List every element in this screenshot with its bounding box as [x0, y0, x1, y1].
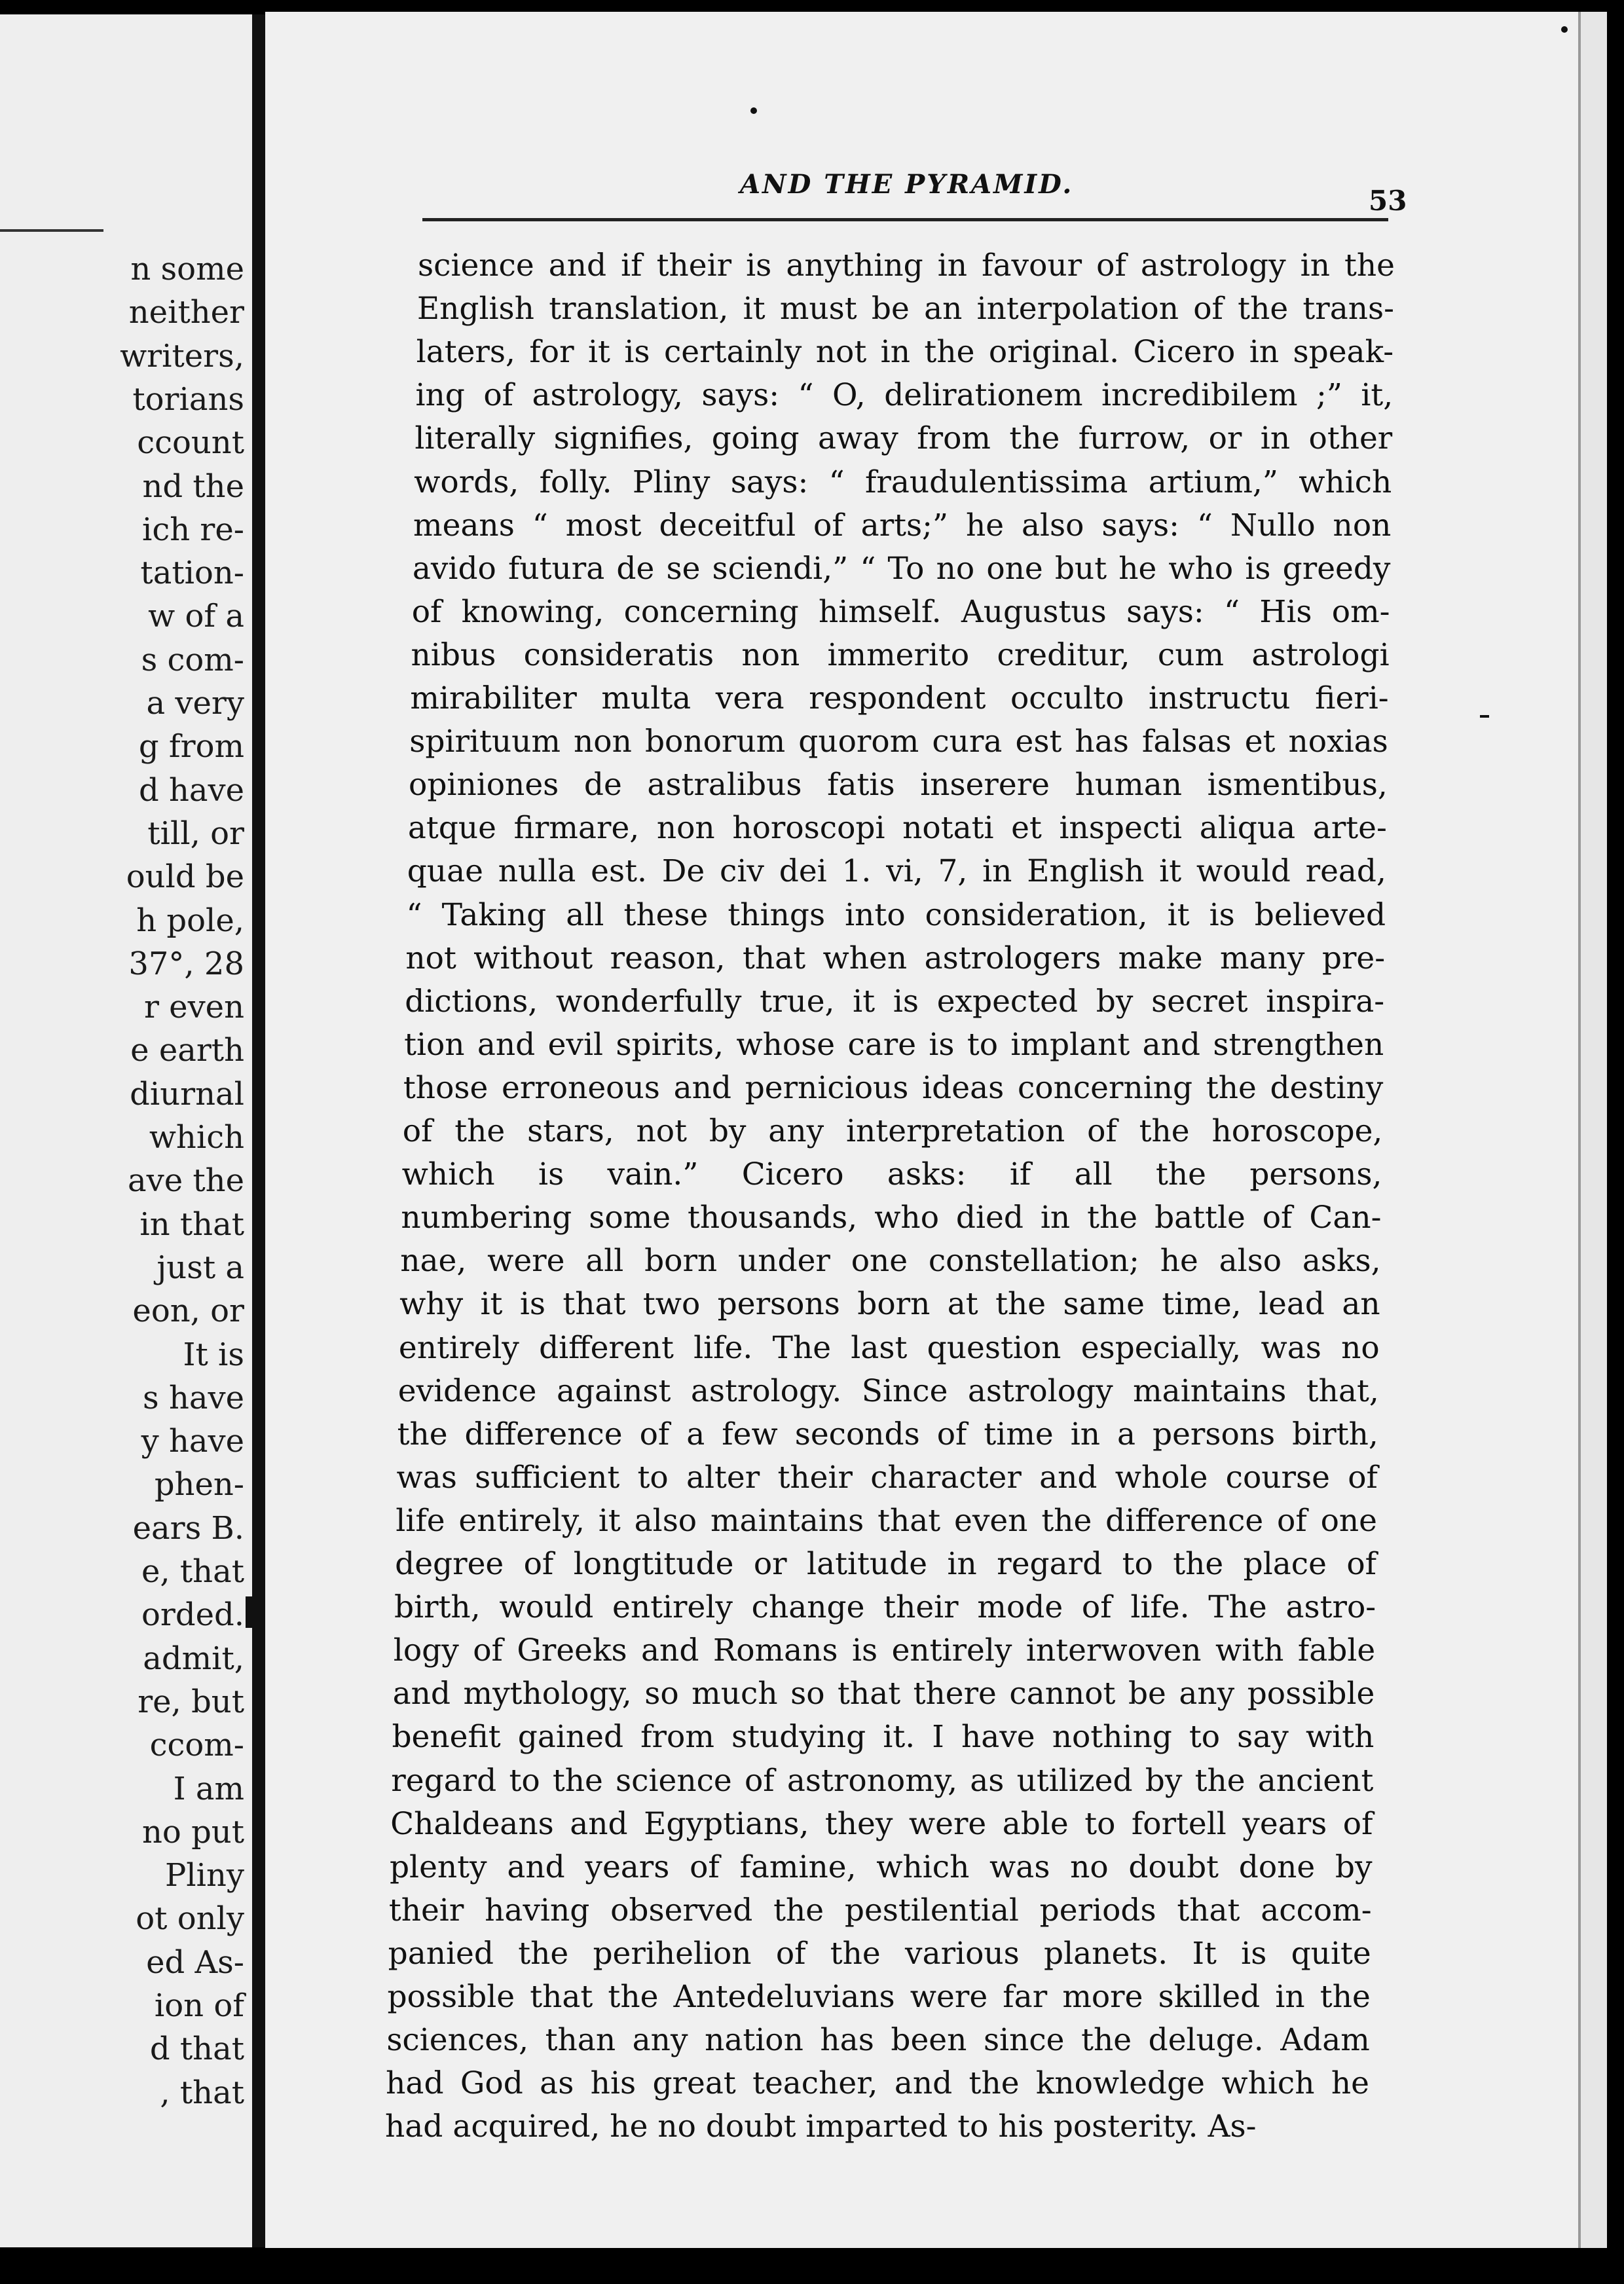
- left-page-line: torians: [132, 380, 244, 418]
- left-page-line: n some: [130, 251, 244, 287]
- left-page-line: which: [149, 1119, 244, 1156]
- left-page-line: ion of: [154, 1987, 244, 2024]
- body-line: means “ most deceitful of arts;” he also says: “ Nullo non: [413, 507, 1392, 543]
- body-line: entirely different life. The last question especially, was no: [398, 1329, 1380, 1366]
- left-page-line: a very: [146, 685, 244, 722]
- body-line: opiniones de astralibus fatis inserere human ismentibus,: [409, 767, 1388, 803]
- left-page-line: I am: [173, 1770, 244, 1807]
- body-line: plenty and years of famine, which was no doubt done by: [389, 1849, 1373, 1885]
- body-line: and mythology, so much so that there cannot be any possible: [392, 1676, 1375, 1712]
- left-page-line: w of a: [148, 598, 244, 635]
- page-number: 53: [1369, 185, 1407, 217]
- left-page-line: ears B.: [132, 1509, 244, 1547]
- left-page-line: , that: [160, 2074, 244, 2111]
- left-page-line: ccount: [137, 424, 244, 462]
- body-line: mirabiliter multa vera respondent occulto instructu fieri-: [410, 680, 1389, 716]
- left-page-line: ot only: [136, 1900, 244, 1938]
- left-page-line: orded.: [141, 1596, 244, 1634]
- left-page-line: diurnal: [130, 1075, 244, 1113]
- body-line: evidence against astrology. Since astrology maintains that,: [397, 1372, 1379, 1409]
- body-line: possible that the Antedeluvians were far more skilled in the: [387, 1979, 1371, 2015]
- body-line: regard to the science of astronomy, as utilized by the ancient: [391, 1762, 1374, 1799]
- body-line: sciences, than any nation has been since the deluge. Adam: [386, 2022, 1370, 2059]
- left-page-line: writers,: [120, 337, 244, 375]
- body-line: spirituum non bonorum quorom cura est has falsas et noxias: [409, 724, 1388, 760]
- left-page-line: e, that: [141, 1553, 244, 1590]
- body-line: of knowing, concerning himself. Augustus says: “ His om-: [411, 593, 1390, 630]
- left-page: [0, 14, 252, 2247]
- body-line: ing of astrology, says: “ O, delirationem incredibilem ;” it,: [415, 377, 1393, 414]
- body-line: their having observed the pestilential periods that accom-: [388, 1892, 1372, 1928]
- body-line: numbering some thousands, who died in the battle of Can-: [401, 1200, 1382, 1236]
- left-page-line: ave the: [127, 1162, 244, 1200]
- body-line: life entirely, it also maintains that even the difference of one: [396, 1502, 1377, 1539]
- left-page-line: y have: [141, 1423, 244, 1460]
- book-gutter: [252, 14, 265, 2247]
- body-line: logy of Greeks and Romans is entirely interwoven with fable: [393, 1632, 1376, 1669]
- body-line: “ Taking all these things into consideration, it is believed: [406, 896, 1386, 933]
- left-page-line: neither: [128, 294, 244, 331]
- ink-speck: [750, 107, 757, 114]
- left-page-line: phen-: [154, 1466, 244, 1503]
- left-page-line: s have: [143, 1379, 244, 1416]
- body-line: tion and evil spirits, whose care is to implant and strengthen: [404, 1026, 1384, 1063]
- body-line: benefit gained from studying it. I have nothing to say with: [392, 1719, 1375, 1756]
- body-line: of the stars, not by any interpretation of the horoscope,: [402, 1113, 1383, 1149]
- left-page-line: till, or: [147, 815, 244, 852]
- body-line: those erroneous and pernicious ideas concerning the destiny: [403, 1069, 1384, 1106]
- left-page-line: It is: [183, 1336, 244, 1373]
- margin-dash: [1480, 715, 1489, 718]
- left-page-line: Pliny: [164, 1857, 244, 1894]
- left-page-line: ich re-: [142, 511, 244, 548]
- left-page-line: nd the: [142, 468, 244, 505]
- left-page-line: eon, or: [132, 1293, 244, 1330]
- left-page-line: in that: [139, 1206, 244, 1243]
- body-line: not without reason, that when astrologers make many pre-: [405, 940, 1386, 976]
- body-line: dictions, wonderfully true, it is expected by secret inspira-: [405, 983, 1385, 1020]
- body-line: English translation, it must be an interpolation of the trans-: [416, 291, 1395, 327]
- left-page-line: admit,: [143, 1640, 244, 1677]
- running-head: AND THE PYRAMID.: [740, 169, 1074, 200]
- body-line: nibus consideratis non immerito creditur, cum astrologi: [411, 636, 1390, 673]
- left-page-line: ould be: [126, 858, 244, 896]
- body-line: laters, for it is certainly not in the original. Cicero in speak-: [416, 334, 1394, 371]
- left-page-line: e earth: [130, 1032, 244, 1069]
- body-line: had acquired, he no doubt imparted to his posterity. As-: [385, 2109, 1257, 2145]
- left-page-line: tation-: [140, 555, 244, 592]
- left-page-line: 37°, 28: [128, 945, 244, 982]
- body-line: words, folly. Pliny says: “ fraudulentissima artium,” which: [414, 464, 1392, 500]
- body-line: degree of longtitude or latitude in regard to the place of: [395, 1546, 1377, 1582]
- body-line: the difference of a few seconds of time in a persons birth,: [397, 1416, 1378, 1452]
- ink-speck: [1561, 26, 1568, 33]
- body-line: why it is that two persons born at the same time, lead an: [399, 1286, 1380, 1323]
- left-page-line: g from: [138, 728, 244, 765]
- body-line: quae nulla est. De civ dei 1. vi, 7, in English it would read,: [407, 853, 1386, 890]
- left-page-line: s com-: [141, 641, 244, 678]
- body-line: Chaldeans and Egyptians, they were able to fortell years of: [390, 1805, 1373, 1842]
- body-line: science and if their is anything in favour of astrology in the: [418, 248, 1395, 284]
- running-head-rule: [422, 218, 1388, 221]
- body-line: was sufficient to alter their character and whole course of: [396, 1459, 1378, 1496]
- left-page-head-rule: [0, 229, 103, 232]
- body-line: literally signifies, going away from the furrow, or in other: [415, 420, 1393, 457]
- left-page-line: re, but: [138, 1683, 244, 1720]
- body-line: which is vain.” Cicero asks: if all the persons,: [401, 1156, 1382, 1193]
- left-page-line: d that: [149, 2031, 244, 2068]
- left-page-line: d have: [138, 771, 244, 809]
- left-page-line: r even: [143, 989, 244, 1026]
- left-page-line: just a: [157, 1249, 244, 1286]
- left-page-line: no put: [142, 1813, 244, 1851]
- body-line: had God as his great teacher, and the knowledge which he: [386, 2065, 1369, 2102]
- body-line: avido futura de se sciendi,” “ To no one but he who is greedy: [412, 550, 1391, 587]
- left-page-line: ccom-: [149, 1727, 244, 1764]
- margin-mark: [246, 1596, 253, 1628]
- body-line: nae, were all born under one constellation; he also asks,: [400, 1243, 1381, 1280]
- body-line: atque firmare, non horoscopi notati et inspecti aliqua arte-: [407, 810, 1387, 847]
- page-edge: [1578, 12, 1607, 2248]
- left-page-line: ed As-: [146, 1943, 244, 1981]
- left-page-line: h pole,: [136, 902, 244, 939]
- body-line: birth, would entirely change their mode of life. The astro-: [394, 1589, 1376, 1626]
- body-line: panied the perihelion of the various planets. It is quite: [388, 1935, 1371, 1972]
